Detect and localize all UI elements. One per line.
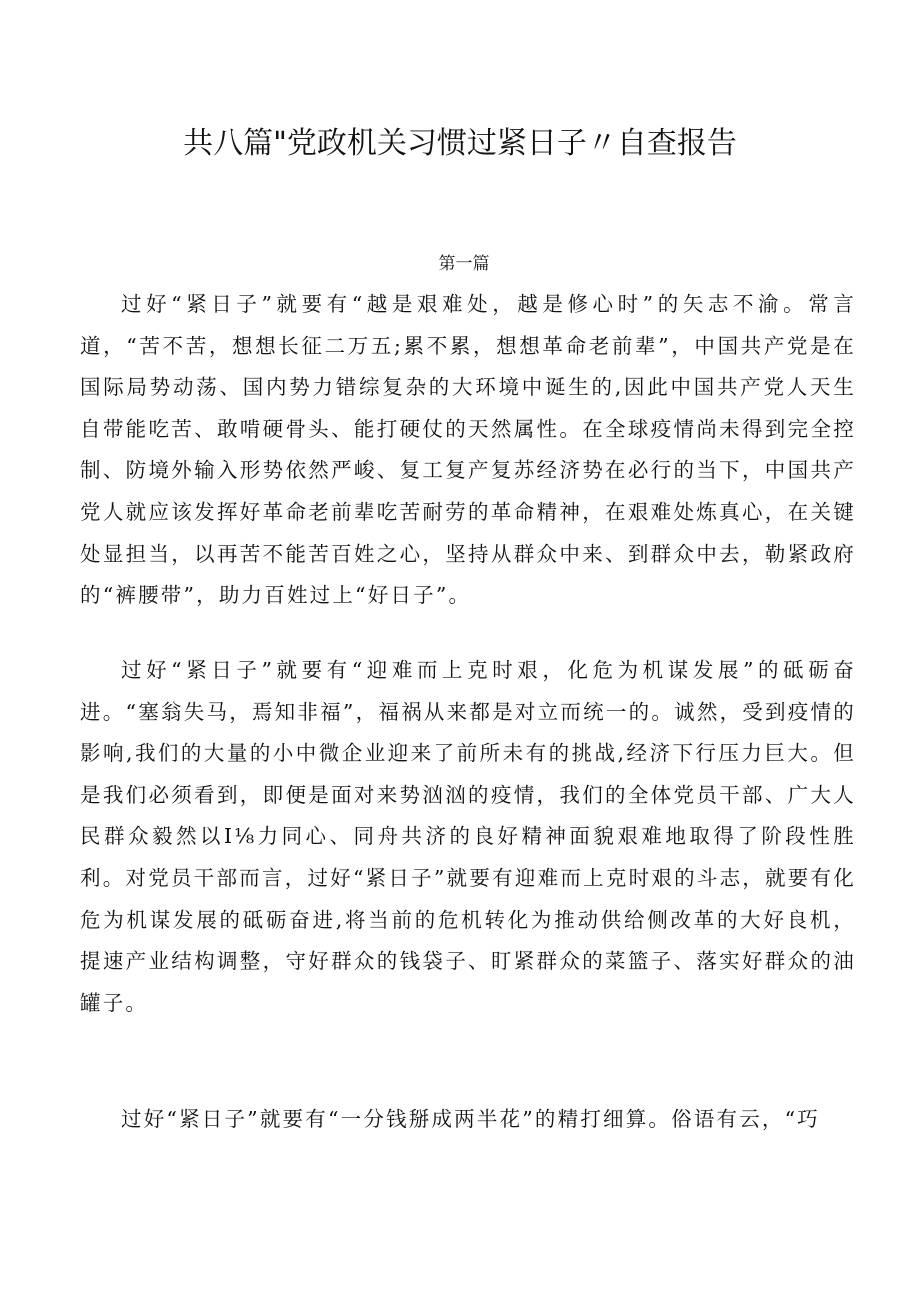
- section-heading: 第一篇: [438, 254, 490, 274]
- document-title: 共八篇"党政机关习惯过紧日子〃自查报告: [183, 126, 737, 161]
- body-paragraph: 过好“紧日子”就要有“迎难而上克时艰，化危为机谋发展”的砥砺奋进。“塞翁失马，焉知非福”，福祸从来都是对立而统一的。诚然，受到疫情的影响,我们的大量的小中微企业迎来了前所未有的挑战,经济下行压力巨大。但是我们必须看到，即便是面对来势汹汹的疫情，我们的全体党员干部、广大人民群众毅然以I⅛力同心、同舟共济的良好精神面貌艰难地取得了阶段性胜利。对党员干部而言，过好“紧日子”就要有迎难而上克时艰的斗志，就要有化危为机谋发展的砥砺奋进,将当前的危机转化为推动供给侧改革的大好良机，提速产业结构调整，守好群众的钱袋子、盯紧群众的菜篮子、落实好群众的油罐子。: [80, 658, 856, 1015]
- body-paragraph: 过好“紧日子”就要有“一分钱掰成两半花”的精打细算。俗语有云，“巧: [121, 1107, 820, 1131]
- body-paragraph: 过好“紧日子”就要有“越是艰难处，越是修心时”的矢志不渝。常言道，“苦不苦，想想长征二万五;累不累，想想革命老前辈”，中国共产党是在国际局势动荡、国内势力错综复杂的大环境中诞生的,因此中国共产党人天生自带能吃苦、敢啃硬骨头、能打硬仗的天然属性。在全球疫情尚未得到完全控制、防境外输入形势依然严峻、复工复产复苏经济势在必行的当下，中国共产党人就应该发挥好革命老前辈吃苦耐劳的革命精神，在艰难处炼真心，在关键处显担当，以再苦不能苦百姓之心，坚持从群众中来、到群众中去，勒紧政府的“裤腰带”，助力百姓过上“好日子”。: [80, 292, 856, 608]
